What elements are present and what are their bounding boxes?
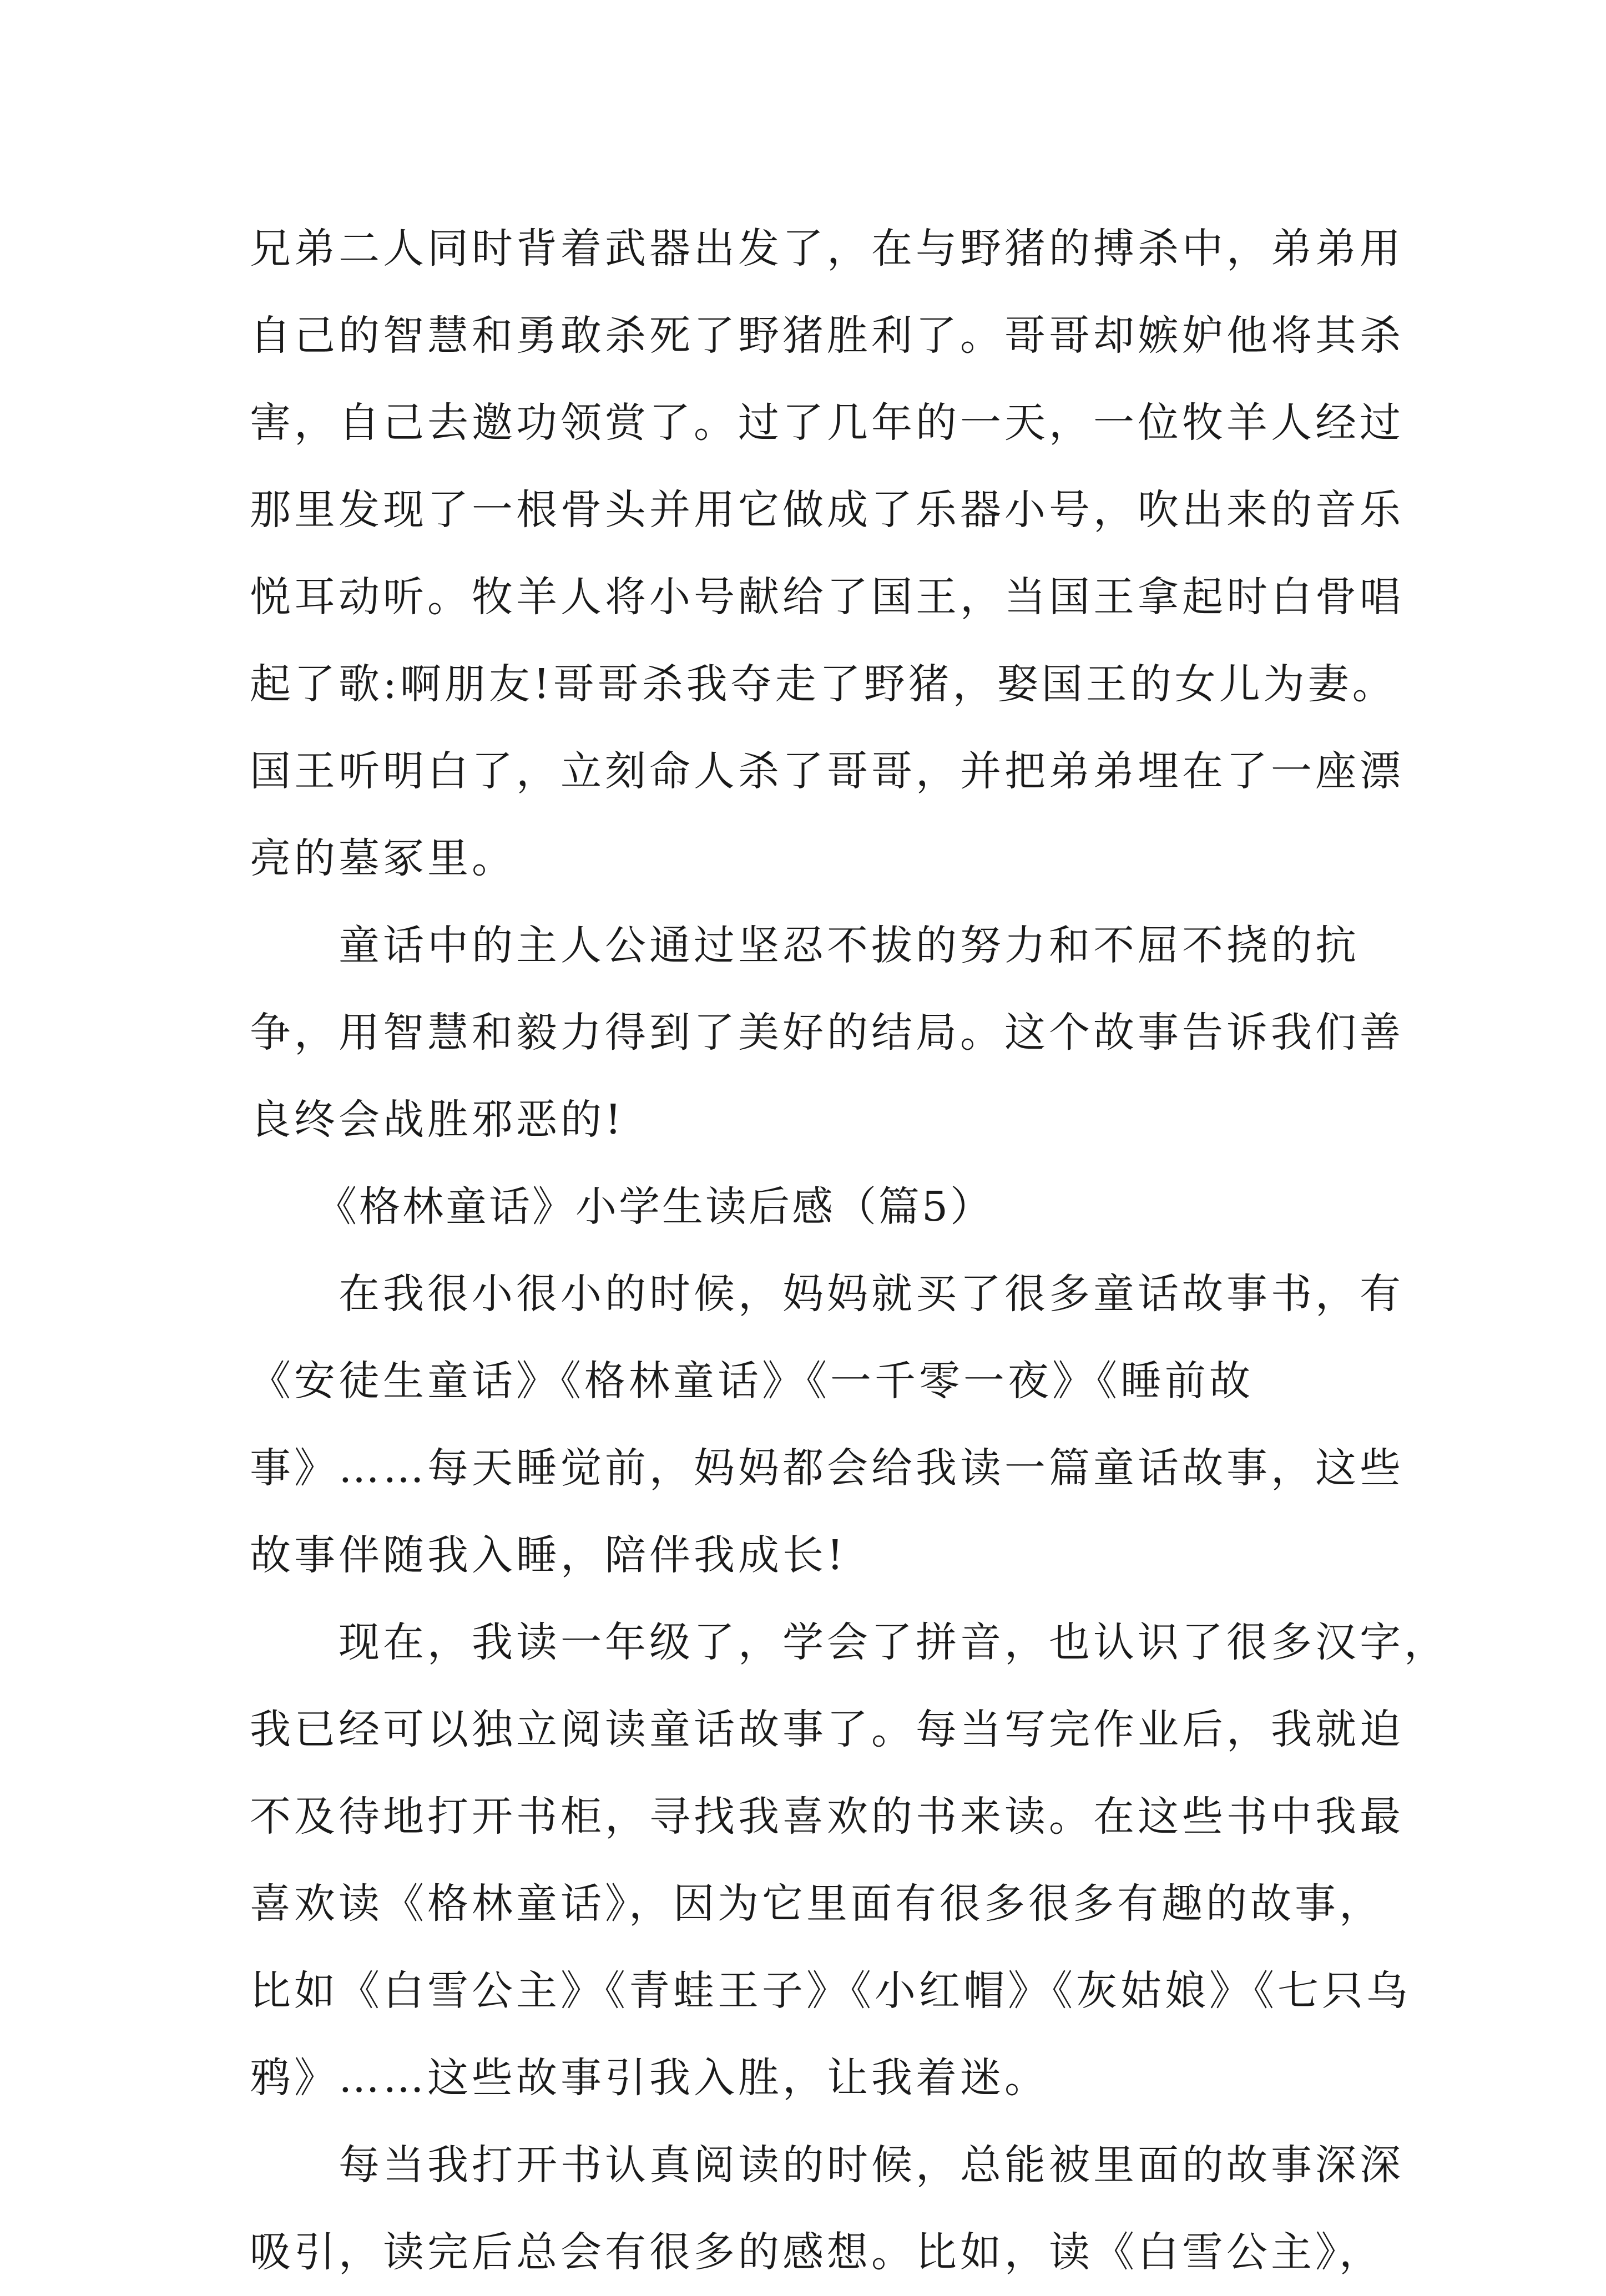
body-text bbox=[250, 205, 1448, 2296]
section-heading: 《格林童话》小学生读后感（篇5） bbox=[250, 1183, 994, 1231]
text-line: 事》……每天睡觉前，妈妈都会给我读一篇童话故事，这些 bbox=[250, 1444, 1404, 1492]
text-line: 亮的墓冢里。 bbox=[250, 835, 516, 882]
text-line: 喜欢读《格林童话》，因为它里面有很多很多有趣的故事， bbox=[250, 1880, 1383, 1928]
text-line: 鸦》……这些故事引我入胜，让我着迷。 bbox=[250, 2054, 1049, 2102]
text-line: 现在，我读一年级了，学会了拼音，也认识了很多汉字， bbox=[250, 1619, 1448, 1666]
text-line: 争，用智慧和毅力得到了美好的结局。这个故事告诉我们善 bbox=[250, 1009, 1404, 1056]
text-line: 自己的智慧和勇敢杀死了野猪胜利了。哥哥却嫉妒他将其杀 bbox=[250, 312, 1404, 360]
text-line: 在我很小很小的时候，妈妈就买了很多童话故事书，有 bbox=[250, 1270, 1404, 1318]
text-line: 起了歌:啊朋友!哥哥杀我夺走了野猪，娶国王的女儿为妻。 bbox=[250, 660, 1397, 708]
text-line: 不及待地打开书柜，寻找我喜欢的书来读。在这些书中我最 bbox=[250, 1793, 1404, 1840]
text-line: 故事伴随我入睡，陪伴我成长! bbox=[250, 1531, 847, 1579]
text-line: 比如《白雪公主》《青蛙王子》《小红帽》《灰姑娘》《七只乌 bbox=[250, 1967, 1411, 2015]
text-line: 害，自己去邀功领赏了。过了几年的一天，一位牧羊人经过 bbox=[250, 399, 1404, 447]
text-line: 那里发现了一根骨头并用它做成了乐器小号，吹出来的音乐 bbox=[250, 486, 1404, 534]
text-line: 兄弟二人同时背着武器出发了，在与野猪的搏杀中，弟弟用 bbox=[250, 225, 1404, 272]
text-line: 我已经可以独立阅读童话故事了。每当写完作业后，我就迫 bbox=[250, 1706, 1404, 1753]
text-line: 悦耳动听。牧羊人将小号献给了国王，当国王拿起时白骨唱 bbox=[250, 573, 1404, 621]
text-line: 国王听明白了，立刻命人杀了哥哥，并把弟弟埋在了一座漂 bbox=[250, 747, 1404, 795]
text-line: 童话中的主人公通过坚忍不拔的努力和不屈不挠的抗 bbox=[250, 922, 1360, 969]
text-line: 每当我打开书认真阅读的时候，总能被里面的故事深深 bbox=[250, 2141, 1404, 2189]
text-line: 《安徒生童话》《格林童话》《一千零一夜》《睡前故 bbox=[250, 1357, 1254, 1405]
text-line: 吸引，读完后总会有很多的感想。比如，读《白雪公主》， bbox=[250, 2228, 1383, 2276]
text-line: 良终会战胜邪恶的! bbox=[250, 1096, 625, 1144]
